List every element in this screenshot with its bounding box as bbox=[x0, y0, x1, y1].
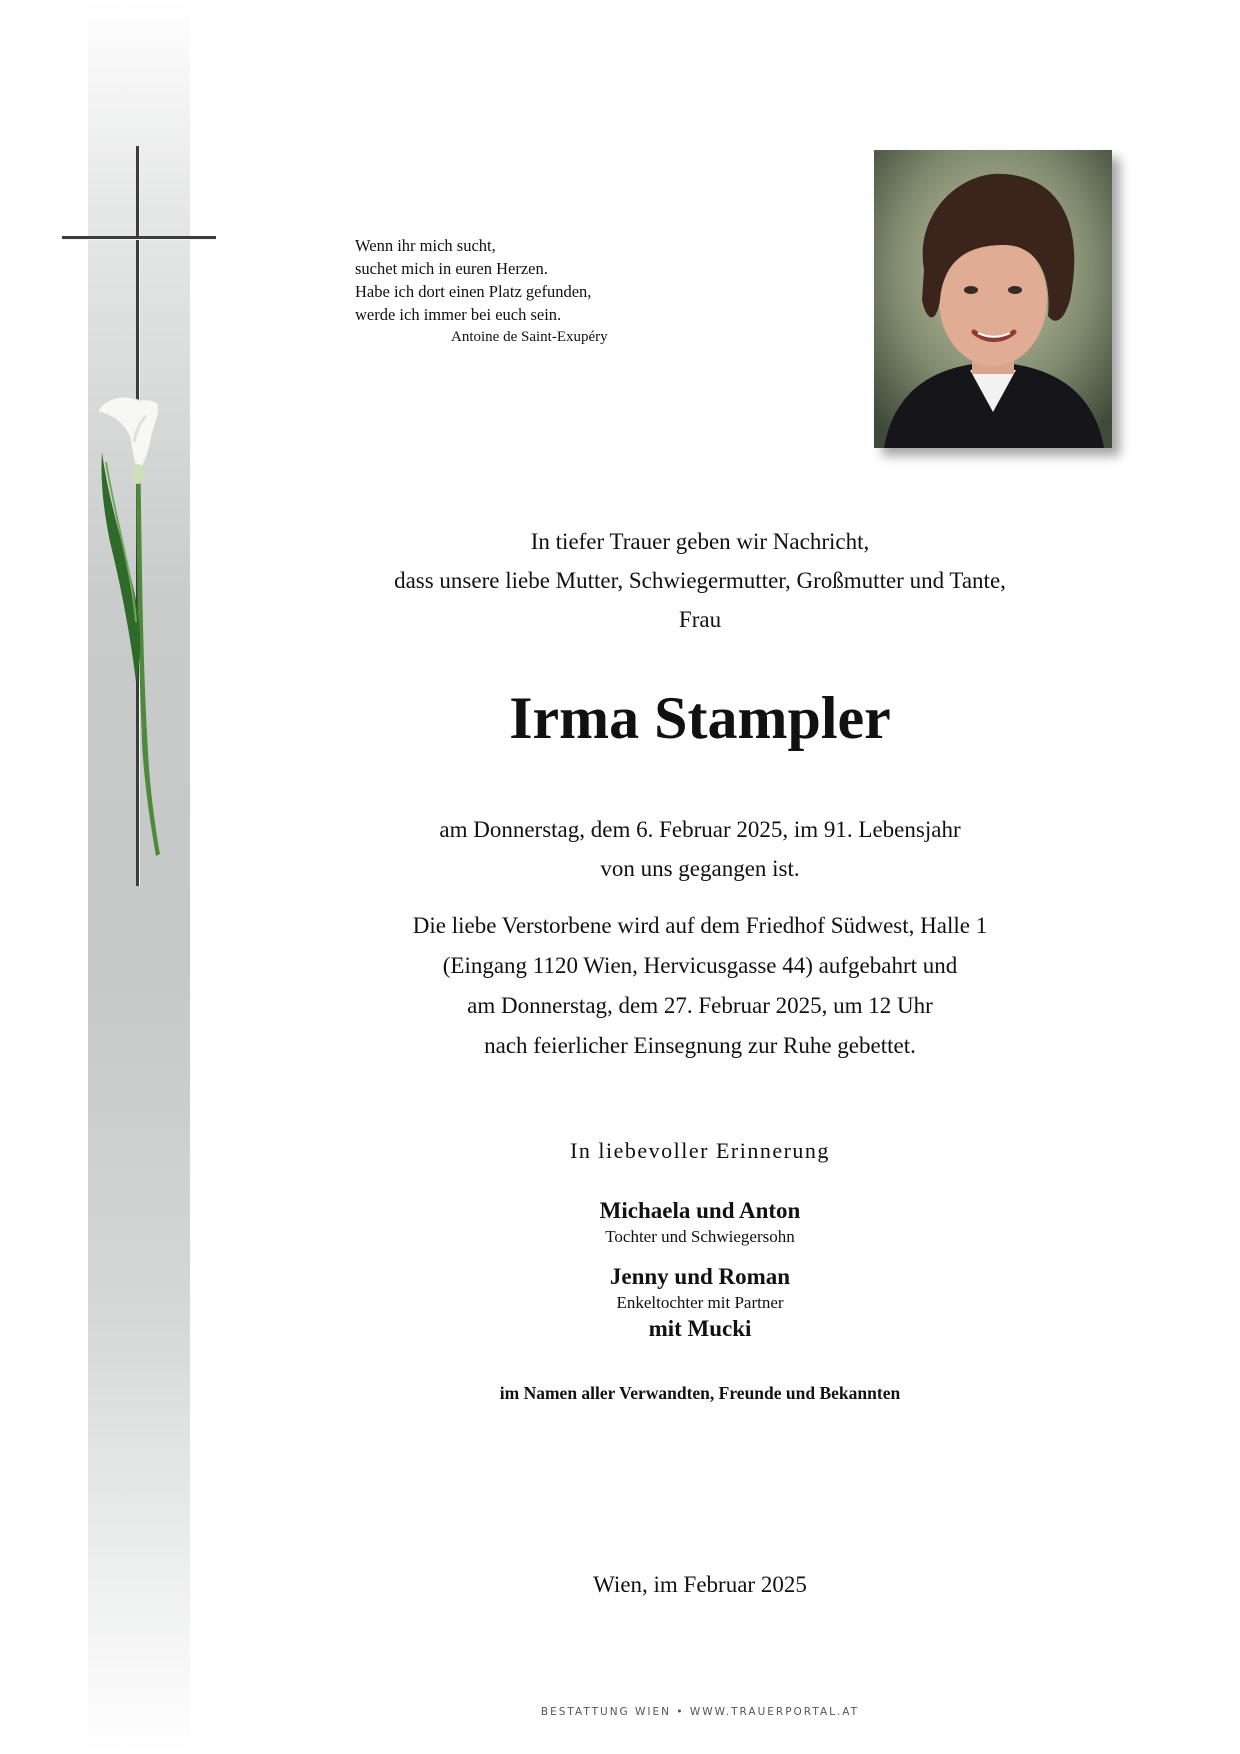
calla-lily-icon bbox=[90, 392, 190, 862]
behalf-note: im Namen aller Verwandten, Freunde und Bekannten bbox=[499, 1383, 901, 1403]
quote-line: werde ich immer bei euch sein. bbox=[355, 305, 562, 324]
quote-line: Habe ich dort einen Platz gefunden, bbox=[355, 282, 592, 301]
quote-author: Antoine de Saint-Exupéry bbox=[451, 329, 608, 345]
family-member-name: Michaela und Anton bbox=[599, 1198, 801, 1223]
death-line: von uns gegangen ist. bbox=[600, 856, 800, 881]
funeral-line: Die liebe Verstorbene wird auf dem Friedhof Südwest, Halle 1 bbox=[412, 913, 988, 938]
funeral-line: nach feierlicher Einsegnung zur Ruhe gebettet. bbox=[484, 1033, 916, 1058]
memory-heading: In liebevoller Erinnerung bbox=[570, 1138, 830, 1163]
family-member-name: Jenny und Roman bbox=[609, 1264, 791, 1289]
death-notice bbox=[300, 810, 1100, 888]
side-band bbox=[88, 0, 190, 1754]
intro-line: dass unsere liebe Mutter, Schwiegermutter, Großmutter und Tante, bbox=[394, 568, 1006, 593]
funeral-line: am Donnerstag, dem 27. Februar 2025, um 12 Uhr bbox=[467, 993, 933, 1018]
death-line: am Donnerstag, dem 6. Februar 2025, im 91. Lebensjahr bbox=[439, 817, 961, 842]
funeral-line: (Eingang 1120 Wien, Hervicusgasse 44) aufgebahrt und bbox=[442, 953, 958, 978]
quote-line: Wenn ihr mich sucht, bbox=[355, 236, 496, 255]
intro-text bbox=[300, 522, 1100, 639]
footer-credit: BESTATTUNG WIEN • WWW.TRAUERPORTAL.AT bbox=[540, 1706, 860, 1718]
funeral-details bbox=[300, 906, 1100, 1066]
place-date: Wien, im Februar 2025 bbox=[593, 1572, 807, 1597]
family-member-role: Enkeltochter mit Partner bbox=[616, 1293, 784, 1312]
portrait-photo bbox=[874, 150, 1112, 448]
intro-line: Frau bbox=[678, 607, 722, 632]
deceased-name: Irma Stampler bbox=[509, 685, 891, 751]
family-member-role: Tochter und Schwiegersohn bbox=[605, 1227, 795, 1246]
intro-line: In tiefer Trauer geben wir Nachricht, bbox=[530, 529, 870, 554]
quote bbox=[355, 234, 665, 349]
family-list bbox=[300, 1196, 1100, 1344]
family-member-name: mit Mucki bbox=[648, 1316, 752, 1341]
cross-bar bbox=[62, 236, 216, 239]
quote-line: suchet mich in euren Herzen. bbox=[355, 259, 548, 278]
